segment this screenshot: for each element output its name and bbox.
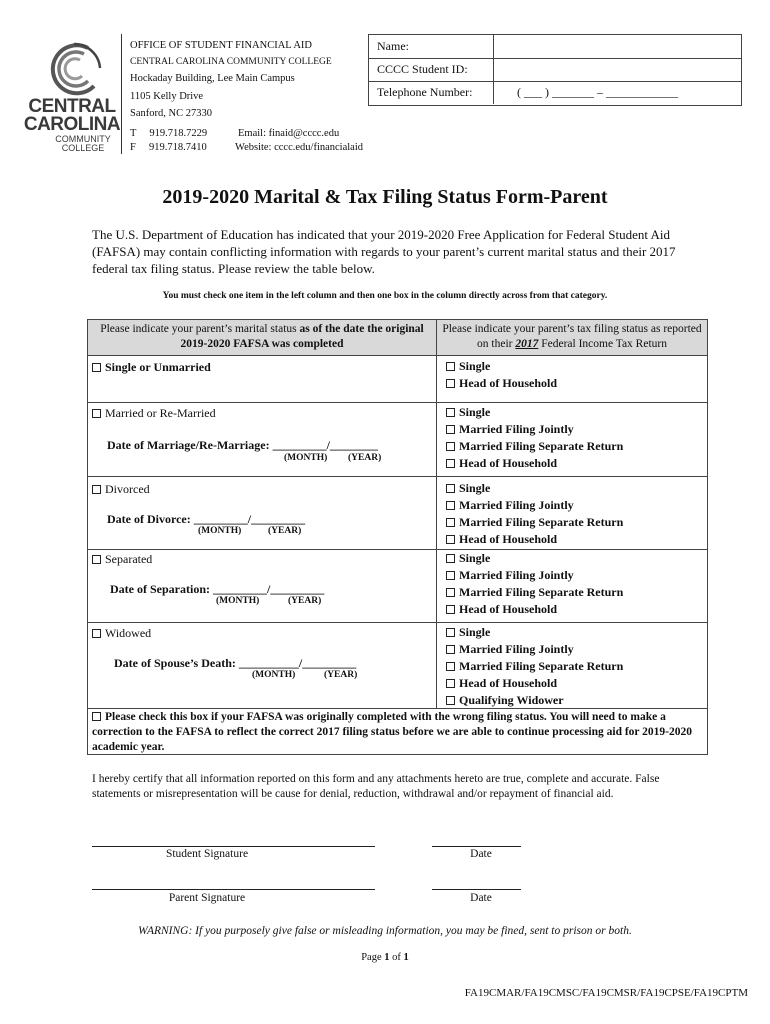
year-label: (YEAR) xyxy=(288,596,322,606)
spouse-death-date-field[interactable]: Date of Spouse’s Death: __________/_________ xyxy=(114,656,357,670)
option-label: Married Filing Jointly xyxy=(459,642,574,656)
option-single[interactable] xyxy=(446,358,557,375)
option-label: Married Filing Separate Return xyxy=(459,585,624,599)
swirl-logo-icon xyxy=(44,40,104,98)
checkbox[interactable] xyxy=(446,408,455,417)
option-head-of-household[interactable] xyxy=(446,675,623,692)
checkbox[interactable] xyxy=(446,554,455,563)
status-table xyxy=(87,319,708,755)
month-label: (MONTH) xyxy=(284,453,328,463)
checkbox[interactable] xyxy=(92,485,101,494)
checkbox[interactable] xyxy=(92,363,101,372)
option-label: Single xyxy=(459,481,491,495)
college-name: CENTRAL CAROLINA COMMUNITY COLLEGE xyxy=(130,57,332,67)
row-divider xyxy=(88,708,707,709)
marriage-date-field[interactable]: Date of Marriage/Re-Marriage: _________/________ xyxy=(107,438,378,452)
option-single[interactable] xyxy=(446,550,623,567)
checkbox[interactable] xyxy=(92,629,101,638)
option-label: Married Filing Separate Return xyxy=(459,659,624,673)
status-single-unmarried[interactable] xyxy=(92,360,211,375)
month-label: (MONTH) xyxy=(252,670,296,680)
instruction-text: You must check one item in the left column and then one box in the column directly across from that category. xyxy=(162,291,608,301)
website-address: Website: cccc.edu/financialaid xyxy=(235,142,364,153)
divorce-date-field[interactable]: Date of Divorce: _________/_________ xyxy=(107,512,306,526)
parent-date-label: Date xyxy=(470,892,492,904)
option-married-filing-separate[interactable] xyxy=(446,658,623,675)
logo-central-text: CENTRAL xyxy=(28,96,116,117)
option-label: Single xyxy=(459,551,491,565)
page-number xyxy=(0,952,770,963)
checkbox[interactable] xyxy=(446,628,455,637)
option-label: Head of Household xyxy=(459,376,558,390)
status-separated[interactable] xyxy=(92,552,152,567)
page-title: 2019-2020 Marital & Tax Filing Status Form-Parent xyxy=(162,186,608,208)
option-married-filing-separate[interactable] xyxy=(446,514,623,531)
header-right-year: 2017 xyxy=(515,338,539,350)
status-label: Widowed xyxy=(105,626,152,640)
name-label: Name: xyxy=(377,39,409,53)
telephone-row xyxy=(369,81,741,104)
logo-community-text: COMMUNITY xyxy=(55,134,111,144)
year-label: (YEAR) xyxy=(348,453,382,463)
student-info-box xyxy=(368,34,742,106)
checkbox[interactable] xyxy=(446,362,455,371)
checkbox[interactable] xyxy=(446,679,455,688)
logo-carolina-text: CAROLINA xyxy=(23,114,121,135)
column-divider xyxy=(436,320,437,708)
filing-options-married xyxy=(446,404,623,472)
option-label: Qualifying Widower xyxy=(459,693,564,707)
checkbox[interactable] xyxy=(446,535,455,544)
option-married-filing-jointly[interactable] xyxy=(446,421,623,438)
student-id-label: CCCC Student ID: xyxy=(377,62,468,76)
month-label: (MONTH) xyxy=(198,526,242,536)
page-of: of xyxy=(389,952,404,963)
logo-college-text: COLLEGE xyxy=(61,143,105,153)
checkbox[interactable] xyxy=(446,605,455,614)
option-label: Head of Household xyxy=(459,456,558,470)
filing-options-divorced xyxy=(446,480,623,548)
parent-signature-label: Parent Signature xyxy=(168,892,246,904)
option-label: Single xyxy=(459,359,491,373)
checkbox[interactable] xyxy=(446,696,455,705)
student-id-field[interactable] xyxy=(494,58,741,80)
checkbox[interactable] xyxy=(446,662,455,671)
separation-date-field[interactable]: Date of Separation: _________/_________ xyxy=(110,582,325,596)
checkbox[interactable] xyxy=(446,588,455,597)
student-date-line[interactable] xyxy=(432,846,521,847)
status-married[interactable] xyxy=(92,406,216,421)
option-label: Married Filing Jointly xyxy=(459,568,574,582)
option-married-filing-separate[interactable] xyxy=(446,584,623,601)
header-left-text: Please indicate your parent’s marital status xyxy=(100,323,300,335)
year-label: (YEAR) xyxy=(324,670,358,680)
option-married-filing-separate[interactable] xyxy=(446,438,623,455)
checkbox[interactable] xyxy=(446,484,455,493)
student-signature-label: Student Signature xyxy=(165,848,249,860)
form-codes: FA19CMAR/FA19CMSC/FA19CMSR/FA19CPSE/FA19CPTM xyxy=(464,987,748,999)
checkbox[interactable] xyxy=(446,379,455,388)
college-logo xyxy=(22,40,122,153)
status-widowed[interactable] xyxy=(92,626,151,641)
student-id-row xyxy=(369,58,741,82)
checkbox[interactable] xyxy=(446,518,455,527)
street-address: 1105 Kelly Drive xyxy=(130,91,204,102)
filing-options-single xyxy=(446,358,557,392)
warning-text: WARNING: If you purposely give false or misleading information, you may be fined, sent to prison or both. xyxy=(138,925,632,937)
row-divider xyxy=(88,402,707,403)
row-divider xyxy=(88,476,707,477)
option-label: Head of Household xyxy=(459,676,558,690)
fax-number: F 919.718.7410 xyxy=(130,142,207,153)
header-marital-status xyxy=(88,320,436,356)
student-date-label: Date xyxy=(470,848,492,860)
building-address: Hockaday Building, Lee Main Campus xyxy=(130,73,295,84)
page-current: 1 xyxy=(384,952,390,963)
status-label: Married or Re-Married xyxy=(105,406,216,420)
office-name: OFFICE OF STUDENT FINANCIAL AID xyxy=(130,40,313,51)
city-address: Sanford, NC 27330 xyxy=(130,108,212,119)
checkbox[interactable] xyxy=(446,442,455,451)
checkbox[interactable] xyxy=(92,555,101,564)
telephone-row-divider xyxy=(493,81,494,104)
month-label: (MONTH) xyxy=(216,596,260,606)
row-divider xyxy=(88,622,707,623)
option-label: Head of Household xyxy=(459,602,558,616)
header-right-tail: Federal Income Tax Return xyxy=(538,338,667,350)
certification-text: I hereby certify that all information reported on this form and any attachments hereto are true, complete and accurate. False statements or misrepresentation will be cause for denial, reduction, withdrawal and/or repayment of financial aid. xyxy=(92,773,660,800)
intro-paragraph: The U.S. Department of Education has indicated that your 2019-2020 Free Application for Federal Student Aid (FAFSA) may contain conflicting information with regards to your parent’s current marital status and their 2017 federal tax filing status. Please review the table below. xyxy=(92,227,676,276)
status-label: Single or Unmarried xyxy=(105,360,211,374)
checkbox[interactable] xyxy=(92,409,101,418)
header-divider xyxy=(121,34,122,154)
header-tax-filing-status xyxy=(437,320,707,356)
filing-options-separated xyxy=(446,550,623,618)
correction-note xyxy=(92,710,704,755)
page-total: 1 xyxy=(403,952,409,963)
option-label: Married Filing Separate Return xyxy=(459,439,624,453)
student-signature-line[interactable] xyxy=(92,846,375,847)
option-head-of-household[interactable] xyxy=(446,375,557,392)
option-married-filing-jointly[interactable] xyxy=(446,497,623,514)
parent-signature-line[interactable] xyxy=(92,889,375,890)
option-head-of-household[interactable] xyxy=(446,455,623,472)
option-qualifying-widower[interactable] xyxy=(446,692,623,709)
checkbox[interactable] xyxy=(446,459,455,468)
filing-options-widowed xyxy=(446,624,623,709)
telephone-label: Telephone Number: xyxy=(377,85,473,99)
checkbox[interactable] xyxy=(446,645,455,654)
checkbox[interactable] xyxy=(446,571,455,580)
email-address: Email: finaid@cccc.edu xyxy=(238,128,340,139)
phone-number: T 919.718.7229 xyxy=(130,128,208,139)
header-right-text: Please indicate your parent’s tax filing status as reported on their xyxy=(442,323,702,350)
option-label: Head of Household xyxy=(459,532,558,546)
name-row xyxy=(369,35,741,59)
option-married-filing-jointly[interactable] xyxy=(446,567,623,584)
option-single[interactable] xyxy=(446,624,623,641)
option-married-filing-jointly[interactable] xyxy=(446,641,623,658)
correction-note-text: Please check this box if your FAFSA was originally completed with the wrong filing status. You will need to make a correction to the FAFSA to reflect the correct 2017 filing status before we are able to continue processing aid for 2019-2020 academic year. xyxy=(92,711,693,753)
option-head-of-household[interactable] xyxy=(446,601,623,618)
option-label: Single xyxy=(459,405,491,419)
name-field[interactable] xyxy=(494,35,741,57)
option-label: Married Filing Separate Return xyxy=(459,515,624,529)
option-label: Married Filing Jointly xyxy=(459,422,574,436)
status-label: Divorced xyxy=(105,482,150,496)
option-head-of-household[interactable] xyxy=(446,531,623,548)
telephone-field[interactable]: ( ___ ) _______ – ____________ xyxy=(517,85,678,99)
option-label: Single xyxy=(459,625,491,639)
option-single[interactable] xyxy=(446,480,623,497)
status-divorced[interactable] xyxy=(92,482,150,497)
header-left-bold: as of the date the original 2019-2020 FAFSA was completed xyxy=(180,323,424,350)
correction-checkbox[interactable] xyxy=(92,712,101,721)
option-single[interactable] xyxy=(446,404,623,421)
checkbox[interactable] xyxy=(446,501,455,510)
page-prefix: Page xyxy=(361,952,385,963)
status-label: Separated xyxy=(105,552,153,566)
option-label: Married Filing Jointly xyxy=(459,498,574,512)
checkbox[interactable] xyxy=(446,425,455,434)
parent-date-line[interactable] xyxy=(432,889,521,890)
year-label: (YEAR) xyxy=(268,526,302,536)
